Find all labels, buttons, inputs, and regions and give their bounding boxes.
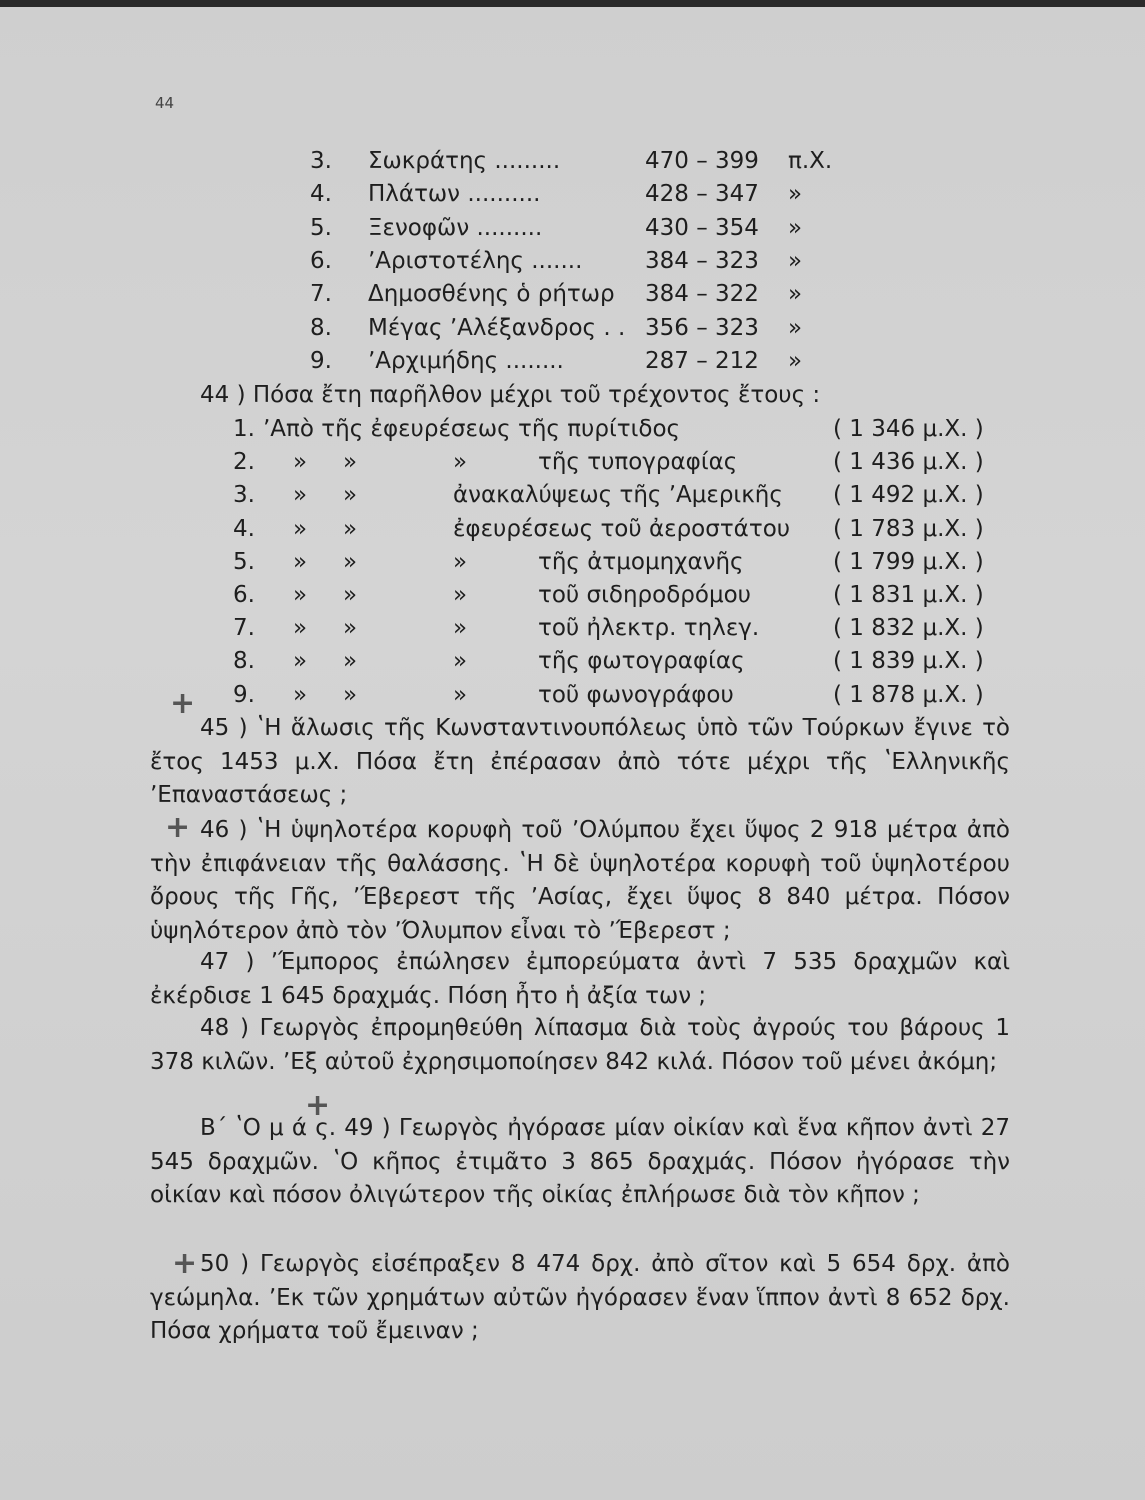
philosopher-name: Μέγας ʼΑλέξανδρος . . [368, 314, 626, 341]
invention-c5: τοῦ φωνογράφου [538, 681, 734, 708]
invention-c4: » [453, 648, 468, 675]
invention-num: 5. [233, 548, 255, 575]
question-49 [150, 1112, 1010, 1213]
philosopher-num: 8. [310, 314, 332, 341]
invention-c3: » [343, 449, 358, 476]
philosopher-years: 384 – 323 [645, 247, 759, 274]
invention-num: 6. [233, 582, 255, 608]
philosopher-suffix: » [788, 214, 803, 241]
invention-c5: τοῦ σιδηροδρόμου [538, 582, 751, 608]
group-label: Β΄ ʽΟ μ ά ς. [200, 1115, 337, 1141]
invention-date: ( 1 492 μ.Χ. ) [833, 482, 984, 509]
invention-c5: τῆς ἀτμομηχανῆς [538, 548, 744, 575]
philosopher-suffix: » [788, 281, 803, 308]
handwritten-mark-4: + [172, 1246, 198, 1281]
invention-date: ( 1 436 μ.Χ. ) [833, 449, 984, 476]
philosopher-years: 430 – 354 [645, 214, 759, 241]
question-50-text: 50 ) Γεωργὸς εἰσέπραξεν 8 474 δρχ. ἀπὸ σῖτον καὶ 5 654 δρχ. ἀπὸ γεώμηλα. ʼΕκ τῶν χρημάτων αὐτῶν ἠγόρασεν ἕναν ἵππον ἀντὶ 8 652 δρχ. Πόσα χρήματα τοῦ ἔμειναν ; [150, 1251, 1010, 1344]
invention-c4: ἀνακαλύψεως τῆς ʼΑμερικῆς [453, 482, 783, 509]
philosopher-suffix: » [788, 181, 803, 208]
question-46-text: 46 ) ʽΗ ὑψηλοτέρα κορυφὴ τοῦ ʼΟλύμπου ἔχει ὕψος 2 918 μέτρα ἀπὸ τὴν ἐπιφάνειαν τῆς θαλάσσης. ʽΗ δὲ ὑψηλοτέρα κορυφὴ τοῦ ὑψηλοτέρου ὄρους τῆς Γῆς, ʼΈβερεστ τῆς ʼΑσίας, ἔχει ὕψος 8 840 μέτρα. Πόσον ὑψηλότερον ἀπὸ τὸν ʼΌλυμπον εἶναι τὸ ʼΈβερεστ ; [150, 817, 1010, 944]
invention-c2: » [293, 681, 308, 708]
invention-c4: » [453, 582, 468, 608]
question-49-text: 49 ) Γεωργὸς ἠγόρασε μίαν οἰκίαν καὶ ἕνα κῆπον ἀντὶ 27 545 δραχμῶν. ʽΟ κῆπος ἐτιμᾶτο 3 865 δραχμάς. Πόσον ἠγόρασε τὴν οἰκίαν καὶ πόσον ὀλιγώτερον τῆς οἰκίας ἐπλήρωσε διὰ τὸν κῆπον ; [150, 1115, 1011, 1208]
invention-c4: » [453, 449, 468, 476]
philosopher-years: 356 – 323 [645, 314, 759, 341]
philosopher-years: 470 – 399 [645, 148, 759, 174]
philosopher-years: 287 – 212 [645, 347, 759, 374]
question-48 [150, 1012, 1010, 1079]
question-45-text: 45 ) ʽΗ ἅλωσις τῆς Κωνσταντινουπόλεως ὑπὸ τῶν Τούρκων ἔγινε τὸ ἔτος 1453 μ.Χ. Πόσα ἔτη ἐπέρασαν ἀπὸ τότε μέχρι τῆς ʽΕλληνικῆς ʼΕπαναστάσεως ; [150, 715, 1010, 808]
philosopher-num: 3. [310, 148, 332, 174]
invention-num: 7. [233, 615, 255, 642]
question-46 [150, 814, 1010, 948]
invention-c5: τοῦ ἠλεκτρ. τηλεγ. [538, 615, 760, 642]
philosopher-name: ʼΑρχιμήδης ........ [368, 347, 564, 374]
page-number: 44 [155, 94, 175, 112]
question-47-text: 47 ) ʼΈμπορος ἐπώλησεν ἐμπορεύματα ἀντὶ 7 535 δραχμῶν καὶ ἐκέρδισε 1 645 δραχμάς. Πόση ἦτο ἡ ἀξία των ; [150, 949, 1010, 1009]
invention-c3: » [343, 548, 358, 575]
invention-c2: » [293, 449, 308, 476]
invention-date: ( 1 831 μ.Χ. ) [833, 582, 984, 608]
invention-date: ( 1 783 μ.Χ. ) [833, 515, 984, 542]
invention-c4: ἐφευρέσεως τοῦ ἀεροστάτου [453, 515, 791, 542]
invention-c3: » [343, 681, 358, 708]
invention-date: ( 1 839 μ.Χ. ) [833, 648, 984, 675]
invention-c4: » [453, 681, 468, 708]
philosopher-name: Δημοσθένης ὁ ρήτωρ [368, 281, 615, 308]
philosopher-years: 428 – 347 [645, 181, 759, 208]
invention-c3: » [343, 615, 358, 642]
invention-c2: » [293, 582, 308, 608]
philosopher-suffix: » [788, 247, 803, 274]
invention-num: 1. [233, 416, 255, 442]
invention-date: ( 1 346 μ.Χ. ) [833, 416, 984, 442]
philosopher-suffix: » [788, 314, 803, 341]
question-44: 44 ) Πόσα ἔτη παρῆλθον μέχρι τοῦ τρέχοντος ἔτους : [200, 382, 821, 408]
invention-c3: » [343, 482, 358, 509]
question-47 [150, 946, 1010, 1013]
philosopher-num: 5. [310, 214, 332, 241]
invention-num: 3. [233, 482, 255, 509]
invention-c2: » [293, 482, 308, 509]
invention-c2: » [293, 615, 308, 642]
invention-date: ( 1 878 μ.Χ. ) [833, 681, 984, 708]
philosopher-num: 4. [310, 181, 332, 208]
handwritten-mark-3: + [305, 1088, 331, 1123]
invention-c3: » [343, 515, 358, 542]
invention-c2: » [293, 515, 308, 542]
philosopher-name: Ξενοφῶν ......... [368, 214, 543, 241]
invention-c3: » [343, 582, 358, 608]
question-45 [150, 712, 1010, 813]
handwritten-mark-1: + [170, 686, 196, 721]
philosopher-name: Πλάτων .......... [368, 181, 541, 208]
invention-c2: ʼΑπὸ τῆς ἐφευρέσεως τῆς πυρίτιδος [263, 416, 681, 442]
question-50 [150, 1248, 1010, 1349]
philosopher-num: 7. [310, 281, 332, 308]
invention-date: ( 1 832 μ.Χ. ) [833, 615, 984, 642]
invention-num: 2. [233, 449, 255, 476]
philosopher-num: 9. [310, 347, 332, 374]
philosopher-name: ʼΑριστοτέλης ....... [368, 247, 583, 274]
invention-c4: » [453, 615, 468, 642]
philosopher-name: Σωκράτης ......... [368, 148, 561, 174]
invention-num: 4. [233, 515, 255, 542]
invention-c2: » [293, 548, 308, 575]
scan-top-edge [0, 0, 1145, 7]
handwritten-mark-2: + [165, 810, 191, 845]
philosopher-years: 384 – 322 [645, 281, 759, 308]
philosopher-num: 6. [310, 247, 332, 274]
invention-date: ( 1 799 μ.Χ. ) [833, 548, 984, 575]
question-48-text: 48 ) Γεωργὸς ἐπρομηθεύθη λίπασμα διὰ τοὺς ἀγρούς του βάρους 1 378 κιλῶν. ʼΕξ αὐτοῦ ἐχρησιμοποίησεν 842 κιλά. Πόσον τοῦ μένει ἀκόμη; [150, 1015, 1010, 1075]
invention-num: 9. [233, 681, 255, 708]
invention-c4: » [453, 548, 468, 575]
invention-c5: τῆς φωτογραφίας [538, 648, 745, 675]
invention-c5: τῆς τυπογραφίας [538, 449, 738, 476]
philosopher-suffix: » [788, 347, 803, 374]
invention-c2: » [293, 648, 308, 675]
philosopher-suffix: π.Χ. [788, 148, 833, 174]
invention-c3: » [343, 648, 358, 675]
invention-num: 8. [233, 648, 255, 675]
